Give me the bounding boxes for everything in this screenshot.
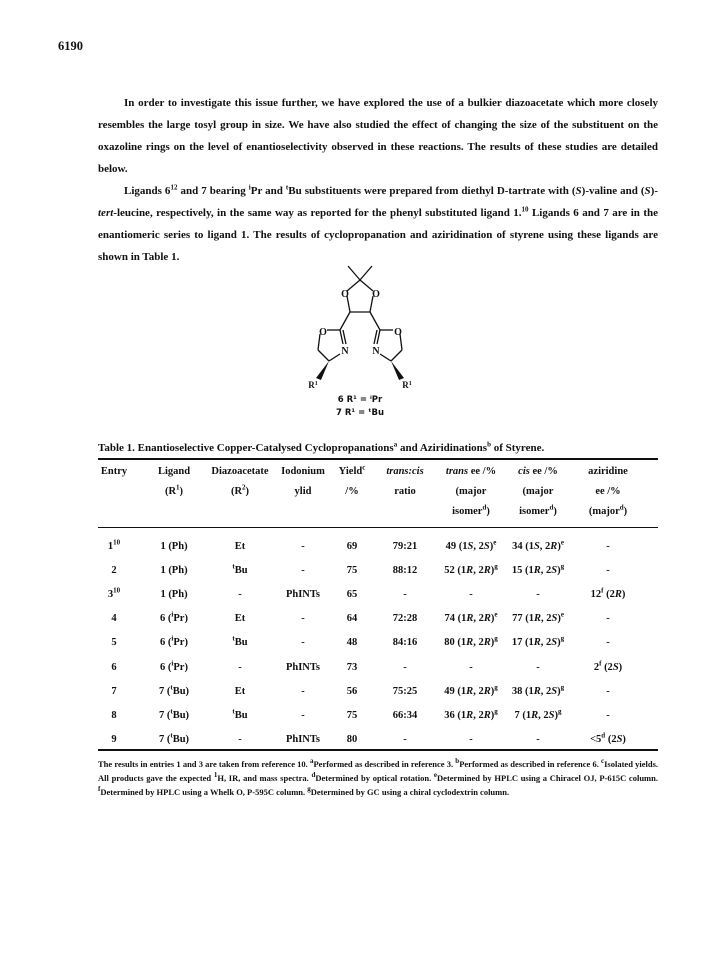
text-run: - (536, 662, 540, 673)
atom-o-dioxolane-right: O (372, 289, 380, 300)
text-run: 3 (107, 589, 114, 600)
header-trans-cis-ratio (380, 462, 430, 502)
cell-aziridine-ee (565, 541, 651, 552)
table-top-rule (98, 458, 658, 460)
text-run: Performed as described in reference 3. (313, 759, 456, 769)
r-label-left-sup: 1 (314, 381, 318, 387)
text-run: g (494, 634, 498, 643)
text-run: d (311, 771, 316, 780)
text-run: (major (522, 486, 554, 497)
text-run: 10 (113, 538, 121, 547)
text-run: trans (445, 466, 469, 477)
text-run: 52 (1 (444, 565, 467, 576)
text-run: e (560, 538, 564, 547)
text-run: 66:34 (392, 710, 418, 721)
table-bottom-rule (98, 749, 658, 751)
text-run: t (170, 731, 173, 740)
text-run: , 2 (473, 637, 484, 648)
text-run: S (612, 662, 619, 673)
cell-aziridine-ee (565, 613, 651, 624)
text-run: c (601, 757, 605, 766)
text-run: i (171, 659, 174, 668)
text-run: 49 (1 (444, 686, 467, 697)
text-run: f (599, 659, 602, 668)
text-run: Bu) (172, 734, 190, 745)
text-run: Iodonium (281, 466, 325, 477)
text-run: t (232, 707, 235, 716)
header-cis-ee (499, 462, 577, 522)
text-run: , 2 (473, 710, 484, 721)
text-run: - (238, 662, 242, 673)
text-run: ) (618, 662, 623, 673)
text-run: R (531, 710, 539, 721)
text-run: ee /% (468, 466, 497, 477)
text-run: c (362, 463, 366, 472)
text-run: 10 (521, 205, 529, 214)
header-diazoacetate (202, 462, 278, 502)
text-run: - (301, 686, 305, 697)
text-run: g (307, 785, 311, 794)
text-run: Entry (100, 466, 128, 477)
compound-7-label: 7 R¹ = ᵗBu (335, 408, 385, 418)
text-run: ) (489, 541, 494, 552)
text-run: ) (486, 506, 490, 517)
text-run: isomer (452, 506, 483, 517)
text-run: ) (490, 613, 495, 624)
text-run: Bu (234, 565, 248, 576)
text-run: , 2 (539, 541, 551, 552)
text-run: a (393, 440, 398, 449)
text-run: - (238, 734, 242, 745)
text-run: 1 (Ph) (160, 565, 188, 576)
text-run: ) (490, 565, 495, 576)
cell-entry (86, 662, 142, 673)
text-run: 12 (170, 183, 178, 192)
text-run: f (601, 586, 604, 595)
text-run: Determined by GC using a chiral cyclodextrin column. (310, 787, 510, 797)
ligand-structure (300, 260, 420, 420)
text-run: Enantioselective Copper-Catalysed Cyclopropanations (137, 442, 394, 454)
text-run: R (483, 613, 491, 624)
text-run: Et (234, 686, 246, 697)
compound-6-label: 6 R¹ = ⁱPr (337, 395, 383, 405)
cell-aziridine-ee (565, 586, 651, 600)
text-run: -leucine, respectively, in the same way as reported for the phenyl substituted ligand 1. (113, 207, 522, 219)
text-run: 80 (1 (444, 637, 467, 648)
text-run: e (493, 538, 497, 547)
text-run: - (606, 710, 610, 721)
text-run: e (433, 771, 438, 780)
text-run: - (536, 589, 540, 600)
text-run: ) (490, 637, 495, 648)
cell-aziridine-ee (565, 565, 651, 576)
text-run: R (466, 613, 474, 624)
text-run: S (551, 686, 558, 697)
text-run: , 2 (473, 541, 484, 552)
text-run: Bu (234, 710, 248, 721)
header-iodonium-ylid (273, 462, 333, 502)
text-run: i (171, 634, 174, 643)
text-run: 74 (1 (444, 613, 467, 624)
header-ligand (144, 462, 204, 502)
text-run: d (601, 731, 606, 740)
text-run: 4 (111, 613, 117, 624)
text-run: 7 ( (158, 686, 171, 697)
text-run: ) (557, 613, 561, 624)
atom-o-oxazoline-left: O (319, 327, 327, 338)
text-run: H, IR, and mass spectra. (217, 773, 312, 783)
cell-aziridine-ee (565, 731, 651, 745)
text-run: 1 (Ph) (160, 589, 188, 600)
body-text (98, 92, 658, 268)
text-run: Pr) (173, 662, 188, 673)
text-run: 64 (346, 613, 358, 624)
text-run: ) (621, 589, 626, 600)
text-run: Ligands 6 and 7 are in the enantiomeric series to ligand 1. The results of cyclopropanation and aziridination of styrene using these ligands are shown in Table 1. (98, 207, 658, 263)
text-run: 38 (1 (511, 686, 534, 697)
paragraph-2 (98, 180, 658, 268)
r-label-left (308, 380, 318, 390)
text-run: of Styrene. (490, 442, 545, 454)
text-run: Determined by HPLC using a Whelk O, P-595C column. (100, 787, 308, 797)
text-run: R (550, 541, 558, 552)
text-run: , 2 (540, 565, 552, 576)
text-run: - (301, 613, 305, 624)
text-run: Yield (338, 466, 363, 477)
text-run: ) (557, 541, 561, 552)
text-run: 56 (346, 686, 358, 697)
text-run: 73 (346, 662, 358, 673)
text-run: In order to investigate this issue further, we have explored the use of a bulkier diazoacetate which more closely resembles the large tosyl group in size. We have also studied the effect of changing the size of the substituent on the oxazoline rings on the level of enantioselectivity observed in these reactions. The results of these studies are detailed below. (98, 97, 658, 175)
text-run: Pr) (173, 613, 188, 624)
text-run: S (467, 541, 474, 552)
text-run: ) (623, 506, 628, 517)
text-run: S (644, 185, 651, 197)
wedge-bond-left (316, 361, 329, 380)
text-run: S (533, 541, 540, 552)
text-run: R (533, 565, 541, 576)
text-run: - (536, 734, 540, 745)
atom-o-dioxolane-left: O (341, 289, 349, 300)
text-run: - (606, 565, 610, 576)
text-run: S (616, 734, 623, 745)
text-run: 12 (590, 589, 602, 600)
r-label-right (402, 380, 412, 390)
text-run: , 2 (538, 710, 549, 721)
text-run: (2 (603, 589, 615, 600)
text-run: Performed as described in reference 6. (459, 759, 602, 769)
text-run: e (560, 610, 564, 619)
text-run: ) (490, 686, 495, 697)
text-run: The results in entries 1 and 3 are taken from reference 10. (98, 759, 310, 769)
cell-aziridine-ee (565, 659, 651, 673)
text-run: - (301, 637, 305, 648)
text-run: R (614, 589, 622, 600)
header-entry (94, 462, 134, 482)
text-run: 7 (111, 686, 117, 697)
text-run: t (170, 683, 173, 692)
text-run: ) (557, 637, 561, 648)
text-run: <5 (590, 734, 602, 745)
text-run: R (466, 565, 474, 576)
text-run: i (248, 183, 251, 192)
text-run: 2 (111, 565, 117, 576)
table-footnotes (98, 757, 658, 799)
text-run: cis (518, 466, 530, 477)
text-run: PhINTs (285, 589, 321, 600)
text-run: and Aziridinations (397, 442, 488, 454)
text-run: t (232, 634, 235, 643)
text-run: ) (557, 565, 561, 576)
text-run: Determined by optical rotation. (315, 773, 434, 783)
text-run: 8 (111, 710, 117, 721)
table-caption (98, 442, 658, 454)
text-run: , 2 (473, 613, 484, 624)
text-run: R (483, 565, 491, 576)
text-run: 79:21 (392, 541, 418, 552)
text-run: R (466, 686, 474, 697)
text-run: , 2 (540, 637, 552, 648)
cell-entry (86, 637, 142, 648)
text-run: d (549, 503, 554, 512)
text-run: 1 (176, 483, 180, 492)
text-run: - (301, 710, 305, 721)
text-run: Isolated yields. All products gave the expected (98, 759, 659, 783)
text-run: 17 (1 (511, 637, 534, 648)
text-run: ) (245, 486, 250, 497)
cell-entry (86, 613, 142, 624)
text-run: ) (553, 506, 557, 517)
cell-entry (86, 586, 142, 600)
text-run: 6 ( (160, 613, 172, 624)
text-run: 77 (1 (512, 613, 534, 624)
text-run: t (285, 183, 289, 192)
text-run: 1 (Ph) (160, 541, 188, 552)
text-run: (R (230, 486, 243, 497)
structure-bonds (318, 266, 402, 361)
text-run: 5 (111, 637, 117, 648)
text-run: R (483, 686, 491, 697)
wedge-bond-right (391, 361, 404, 380)
text-run: ) (554, 710, 558, 721)
text-run: t (232, 562, 235, 571)
text-run: Table 1. (98, 442, 138, 454)
text-run: d (619, 503, 624, 512)
text-run: ee /% (595, 486, 621, 497)
text-run: d (482, 503, 487, 512)
text-run: ylid (294, 486, 312, 497)
text-run: aziridine (588, 466, 628, 477)
text-run: Ligand (157, 466, 191, 477)
text-run: S (551, 613, 558, 624)
cell-entry (86, 710, 142, 721)
atom-o-oxazoline-right: O (394, 327, 402, 338)
text-run: , 2 (540, 686, 552, 697)
cell-aziridine-ee (565, 637, 651, 648)
text-run: 6 (111, 662, 117, 673)
text-run: - (403, 589, 407, 600)
text-run: b (455, 757, 460, 766)
text-run: g (560, 683, 565, 692)
text-run: , 2 (473, 565, 484, 576)
text-run: g (560, 562, 565, 571)
text-run: 7 ( (158, 710, 171, 721)
text-run: ) (557, 686, 561, 697)
text-run: and 7 bearing (177, 185, 249, 197)
text-run: - (238, 589, 242, 600)
text-run: g (494, 683, 498, 692)
text-run: i (171, 610, 174, 619)
text-run: 6 ( (160, 637, 172, 648)
text-run: PhINTs (285, 662, 321, 673)
text-run: 7 ( (158, 734, 171, 745)
text-run: - (606, 637, 610, 648)
text-run: (2 (605, 734, 617, 745)
text-run: ee /% (529, 466, 558, 477)
text-run: isomer (519, 506, 550, 517)
text-run: ) (490, 710, 495, 721)
text-run: 10 (113, 586, 121, 595)
text-run: - (606, 686, 610, 697)
text-run: 15 (1 (511, 565, 534, 576)
text-run: R (533, 637, 541, 648)
header-aziridine-ee (573, 462, 643, 522)
text-run: 75 (346, 710, 358, 721)
text-run: S (551, 565, 558, 576)
cell-aziridine-ee (565, 710, 651, 721)
text-run: 34 (1 (512, 541, 534, 552)
cell-entry (86, 565, 142, 576)
header-yield (332, 462, 372, 502)
text-run: )- (650, 185, 658, 197)
text-run: 69 (346, 541, 358, 552)
text-run: Bu (234, 637, 248, 648)
text-run: R (533, 686, 541, 697)
text-run: trans:cis (386, 466, 424, 477)
text-run: 48 (346, 637, 358, 648)
text-run: 1 (213, 771, 218, 780)
text-run: ratio (394, 486, 416, 497)
paragraph-1 (98, 92, 658, 180)
text-run: 2 (593, 662, 600, 673)
text-run: e (494, 610, 498, 619)
text-run: a (309, 757, 314, 766)
text-run: Determined by HPLC using a Chiracel OJ, P-615C column. (437, 773, 658, 783)
text-run: - (301, 541, 305, 552)
page-number: 6190 (58, 39, 83, 53)
text-run: - (606, 613, 610, 624)
text-run: (major (455, 486, 487, 497)
text-run: 1 (107, 541, 114, 552)
text-run: S (551, 637, 558, 648)
text-run: (R (164, 486, 177, 497)
cell-entry (86, 538, 142, 552)
text-run: PhINTs (285, 734, 321, 745)
r-label-right-letter: R (402, 380, 409, 390)
text-run: Pr and (250, 185, 286, 197)
text-run: 75:25 (392, 686, 418, 697)
text-run: (major (588, 506, 620, 517)
text-run: - (403, 734, 407, 745)
text-run: 49 (1 (445, 541, 468, 552)
text-run: g (494, 562, 498, 571)
text-run: Bu) (172, 686, 190, 697)
text-run: 80 (346, 734, 358, 745)
text-run: b (487, 440, 491, 449)
text-run: (2 (601, 662, 613, 673)
text-run: 84:16 (392, 637, 418, 648)
text-run: - (301, 565, 305, 576)
text-run: - (606, 541, 610, 552)
text-run: ) (179, 486, 184, 497)
text-run: 88:12 (392, 565, 418, 576)
text-run: S (548, 710, 555, 721)
text-run: Bu) (172, 710, 190, 721)
text-run: , 2 (540, 613, 552, 624)
text-run: 2 (242, 483, 246, 492)
text-run: Bu substituents were prepared from diethyl D-tartrate with ( (288, 185, 576, 197)
text-run: )-valine and ( (581, 185, 645, 197)
text-run: 9 (111, 734, 117, 745)
text-run: 6 ( (160, 662, 172, 673)
text-run: Pr) (173, 637, 188, 648)
text-run: 65 (346, 589, 358, 600)
text-run: R (483, 637, 491, 648)
text-run: - (403, 662, 407, 673)
text-run: - (469, 734, 473, 745)
text-run: S (575, 185, 582, 197)
cell-aziridine-ee (565, 686, 651, 697)
text-run: g (560, 634, 565, 643)
text-run: 7 (1 (514, 710, 532, 721)
text-run: R (466, 637, 474, 648)
text-run: Diazoacetate (211, 466, 269, 477)
text-run: t (170, 707, 173, 716)
text-run: tert (98, 207, 114, 219)
text-run: f (98, 785, 101, 794)
r-label-left-letter: R (308, 380, 315, 390)
atom-n-right: N (372, 346, 380, 357)
text-run: Et (234, 613, 246, 624)
text-run: ) (622, 734, 626, 745)
cell-entry (86, 734, 142, 745)
text-run: g (557, 707, 562, 716)
text-run: - (469, 662, 473, 673)
table-header-rule (98, 527, 658, 528)
text-run: Ligands 6 (124, 185, 171, 197)
text-run: 36 (1 (444, 710, 467, 721)
text-run: R (533, 613, 541, 624)
text-run: R (483, 710, 491, 721)
text-run: Et (234, 541, 246, 552)
text-run: , 2 (473, 686, 484, 697)
text-run: 75 (346, 565, 358, 576)
r-label-right-sup: 1 (408, 381, 412, 387)
text-run: 72:28 (392, 613, 418, 624)
text-run: S (483, 541, 490, 552)
text-run: R (466, 710, 474, 721)
text-run: - (469, 589, 473, 600)
cell-entry (86, 686, 142, 697)
text-run: /% (345, 486, 359, 497)
text-run: g (494, 707, 498, 716)
atom-n-left: N (341, 346, 349, 357)
